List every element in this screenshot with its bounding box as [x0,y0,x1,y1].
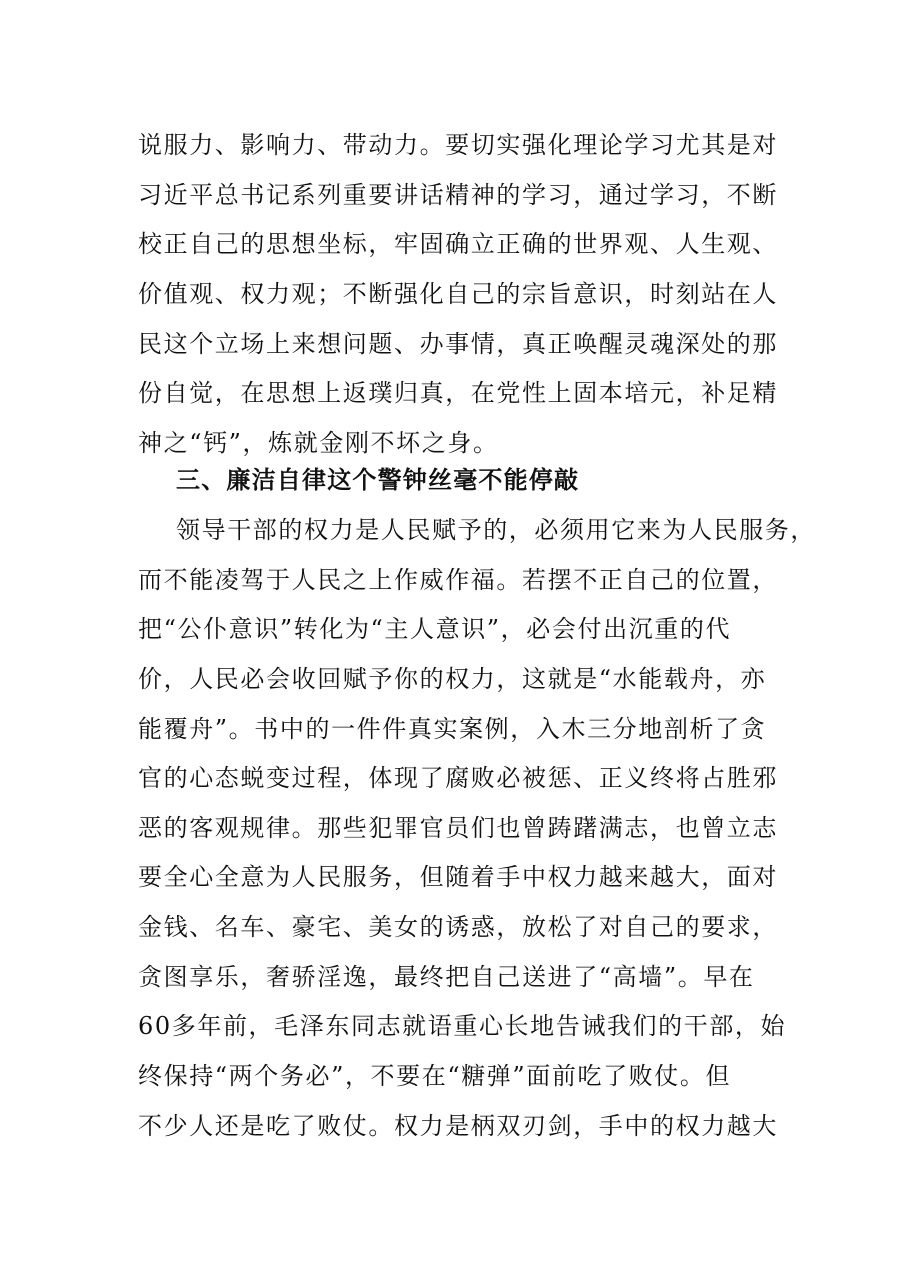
paragraph-line: 恶的客观规律。那些犯罪官员们也曾踌躇满志，也曾立志 [138,814,778,842]
paragraph-line: 60多年前，毛泽东同志就语重心长地告诫我们的干部，始 [138,1012,787,1040]
paragraph-line: 校正自己的思想坐标，牢固确立正确的世界观、人生观、 [138,230,778,258]
paragraph-line: 价，人民必会收回赋予你的权力，这就是“水能载舟，亦 [138,665,767,693]
paragraph-line: 民这个立场上来想问题、办事情，真正唤醒灵魂深处的那 [138,330,778,358]
paragraph-line: 要全心全意为人民服务，但随着手中权力越来越大，面对 [138,863,778,891]
paragraph-line: 而不能凌驾于人民之上作威作福。若摆不正自己的位置， [138,566,778,594]
paragraph-line: 不少人还是吃了败仗。权力是柄双刃剑，手中的权力越大 [138,1112,778,1140]
paragraph-line: 习近平总书记系列重要讲话精神的学习，通过学习，不断 [138,181,778,209]
paragraph-line: 能覆舟”。书中的一件件真实案例，入木三分地剖析了贪 [138,715,767,743]
paragraph-line: 官的心态蜕变过程，体现了腐败必被惩、正义终将占胜邪 [138,764,778,792]
paragraph-line: 终保持“两个务必”，不要在“糖弹”面前吃了败仗。但 [138,1062,732,1090]
paragraph-line: 贪图享乐，奢骄淫逸，最终把自己送进了“高墙”。早在 [138,963,755,991]
paragraph-line: 神之“钙”，炼就金刚不坏之身。 [138,429,499,457]
paragraph-line: 金钱、名车、豪宅、美女的诱惑，放松了对自己的要求， [138,913,778,941]
section-heading: 三、廉洁自律这个警钟丝毫不能停敲 [176,466,580,494]
paragraph-line: 把“公仆意识”转化为“主人意识”，必会付出沉重的代 [138,615,732,643]
paragraph-line: 说服力、影响力、带动力。要切实强化理论学习尤其是对 [138,131,778,159]
paragraph-line: 价值观、权力观；不断强化自己的宗旨意识，时刻站在人 [138,280,778,308]
paragraph-line: 份自觉，在思想上返璞归真，在党性上固本培元，补足精 [138,379,778,407]
paragraph-line: 领导干部的权力是人民赋予的，必须用它来为人民服务， [176,516,816,544]
